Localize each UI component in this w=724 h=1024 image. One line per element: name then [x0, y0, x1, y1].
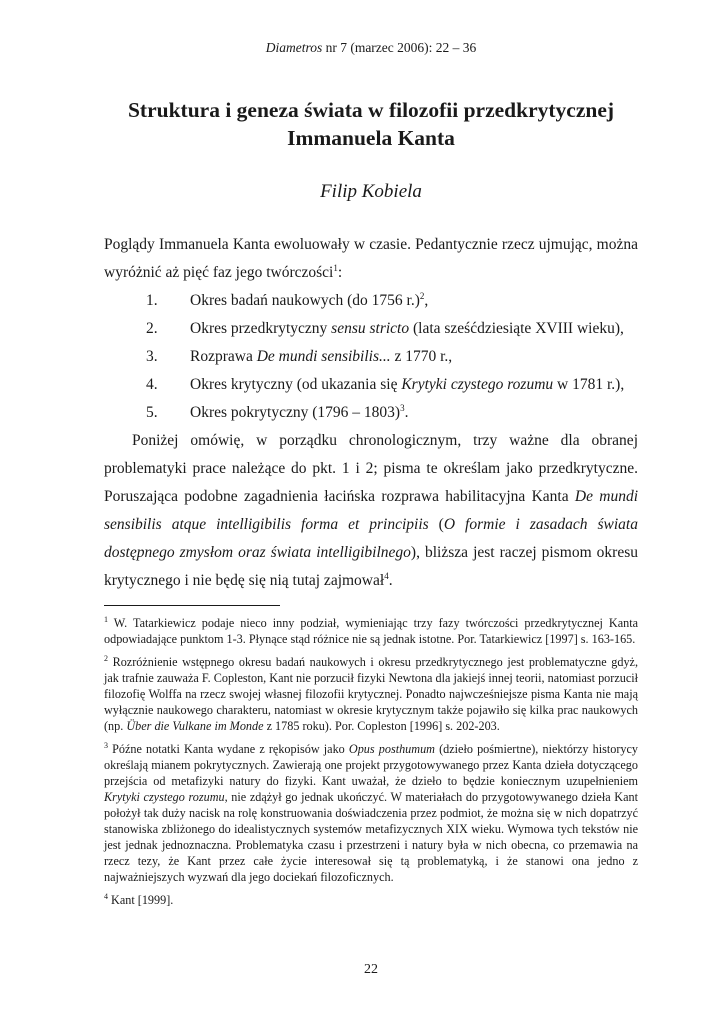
footnote-text: , nie zdążył go jednak ukończyć. W materiałach do przygotowywanego dzieła Kant położył tak duży nacisk na rolę konstruowania doświadczenia przez podmiot, że można się w nich dopatrzyć stanowiska zbliżonego do idealistycznych systemów metafizycznych XIX wieku. Wymowa tych tekstów nie jest jednak jednoznaczna. Problematyka czasu i przestrzeni i natury była w nich obecna, co przemawia na rzecz tezy, że Kant przez całe życie interesował się tą problematyką, i że stanowi ona jedno z najważniejszych wyzwań dla jego dociekań filozoficznych. [104, 790, 638, 884]
footnote-3 [104, 741, 638, 885]
list-item-text-part: z 1770 r., [390, 348, 453, 365]
footnote-mark: 3 [104, 740, 108, 750]
journal-name: Diametros [265, 40, 323, 55]
list-item-number: 1. [146, 292, 158, 309]
author-name: Filip Kobiela [320, 181, 422, 202]
footnote-ref-2: 2 [419, 290, 425, 301]
list-item-text-part: Okres badań naukowych (do 1756 r.) [190, 292, 420, 309]
intro-text: Poglądy Immanuela Kanta ewoluowały w czasie. Pedantycznie rzecz ujmując, można wyróżnić aż pięć faz jego twórczości [104, 236, 638, 281]
footnote-text: W. Tatarkiewicz podaje nieco inny podział, wymieniając trzy fazy twórczości przedkrytycznej Kanta odpowiadające punktom 1-3. Płynące stąd różnice nie są jednak istotne. Por. Tatarkiewicz [1997] s. 163-165. [104, 616, 638, 646]
intro-paragraph [104, 231, 638, 287]
list-item [104, 371, 638, 399]
page-number: 22 [364, 962, 378, 977]
footnote-text: Kant [1999]. [108, 893, 174, 907]
list-item [104, 399, 638, 427]
footnote-mark: 4 [104, 891, 108, 901]
main-paragraph-text: Poniżej omówię, w porządku chronologicznym, trzy ważne dla obranej problematyki prace należące do pkt. 1 i 2; pisma te określam jako przedkrytyczne. Poruszająca podobne zagadnienia łacińska rozprawa habilitacyjna Kanta [104, 432, 638, 505]
main-paragraph-end: . [388, 572, 393, 589]
footnote-italic: Opus posthumum [348, 742, 435, 756]
list-item-tail: . [404, 404, 409, 421]
list-item-text-part: (lata sześćdziesiąte XVIII wieku), [409, 320, 624, 337]
list-item-number: 4. [146, 376, 158, 393]
article-title-line-2: Immanuela Kanta [287, 126, 455, 150]
main-paragraph [104, 427, 638, 595]
footnotes [104, 615, 638, 915]
list-item-text [190, 343, 452, 371]
list-item [104, 315, 638, 343]
footnote-text: Rozróżnienie wstępnego okresu badań naukowych i okresu przedkrytycznego jest problematyczne gdyż, jak trafnie zauważa F. Copleston, Kant nie porzucił fizyki Newtona dla jakiejś innej teorii, natomiast porzucił filozofię Wolffa na rzecz swojej własnej filozofii krytycznej. Ponadto najwcześniejsze pisma Kanta nie mają wyłącznie naukowego charakteru, natomiast w okresie krytycznym także pojawiło się kilka prac naukowych (np. [104, 655, 638, 733]
footnote-text: Późne notatki Kanta wydane z rękopisów jako [108, 742, 349, 756]
footnote-ref-4: 4 [384, 570, 389, 581]
list-item-text [190, 371, 624, 399]
footnote-mark: 1 [104, 614, 108, 624]
article-body [104, 231, 638, 595]
journal-header [104, 40, 638, 56]
article-title [104, 96, 638, 152]
list-item-italic: De mundi sensibilis... [256, 348, 391, 365]
phases-list [104, 287, 638, 427]
intro-colon: : [337, 264, 343, 281]
list-item [104, 287, 638, 315]
list-item-text-part: w 1781 r.), [553, 376, 625, 393]
list-item-number: 2. [146, 320, 158, 337]
footnote-italic: Krytyki czystego rozumu [104, 790, 225, 804]
list-item-text-part: Okres pokrytyczny (1796 – 1803) [190, 404, 401, 421]
list-item-text [190, 315, 624, 343]
list-item-italic: Krytyki czystego rozumu [401, 376, 554, 393]
footnote-mark: 2 [104, 653, 108, 663]
footnote-text: z 1785 roku). Por. Copleston [1996] s. 202-203. [263, 719, 500, 733]
list-item-tail: , [424, 292, 429, 309]
footnote-ref-3: 3 [400, 402, 405, 413]
article-title-line-1: Struktura i geneza świata w filozofii przedkrytycznej [127, 98, 615, 122]
list-item-text-part: Rozprawa [190, 348, 257, 365]
list-item-text [190, 287, 428, 315]
list-item-text [190, 399, 408, 427]
list-item-italic: sensu stricto [331, 320, 410, 337]
footnote-4 [104, 892, 638, 908]
footnote-2 [104, 654, 638, 734]
footnote-italic: Über die Vulkane im Monde [126, 719, 264, 733]
latin-title: De mundi sensibilis atque intelligibilis forma et principiis [104, 488, 638, 533]
list-item-text-part: Okres przedkrytyczny [190, 320, 332, 337]
journal-issue: nr 7 (marzec 2006): 22 – 36 [322, 40, 477, 55]
list-item-text-part: Okres krytyczny (od ukazania się [190, 376, 402, 393]
list-item-number: 3. [146, 348, 158, 365]
footnote-separator [104, 605, 280, 606]
footnote-text: (dzieło pośmiertne), niektórzy historycy określają mianem pokrytycznych. Zawierają one projekt przygotowywanego przez Kanta dzieła dotyczącego przejścia od metafizyki natury do fizyki. Kant uważał, że dzieło to będzie koniecznym uzupełnieniem [104, 742, 638, 788]
list-item [104, 343, 638, 371]
list-item-number: 5. [146, 404, 158, 421]
polish-title: O formie i zasadach świata dostępnego zmysłom oraz świata intelligibilnego [104, 516, 638, 561]
footnote-1 [104, 615, 638, 647]
footnote-ref-1: 1 [333, 262, 338, 273]
main-paragraph-text: ( [428, 516, 444, 533]
main-paragraph-text: ), bliższa jest raczej pismom okresu krytycznego i nie będę się nią tutaj zajmował [104, 544, 638, 589]
